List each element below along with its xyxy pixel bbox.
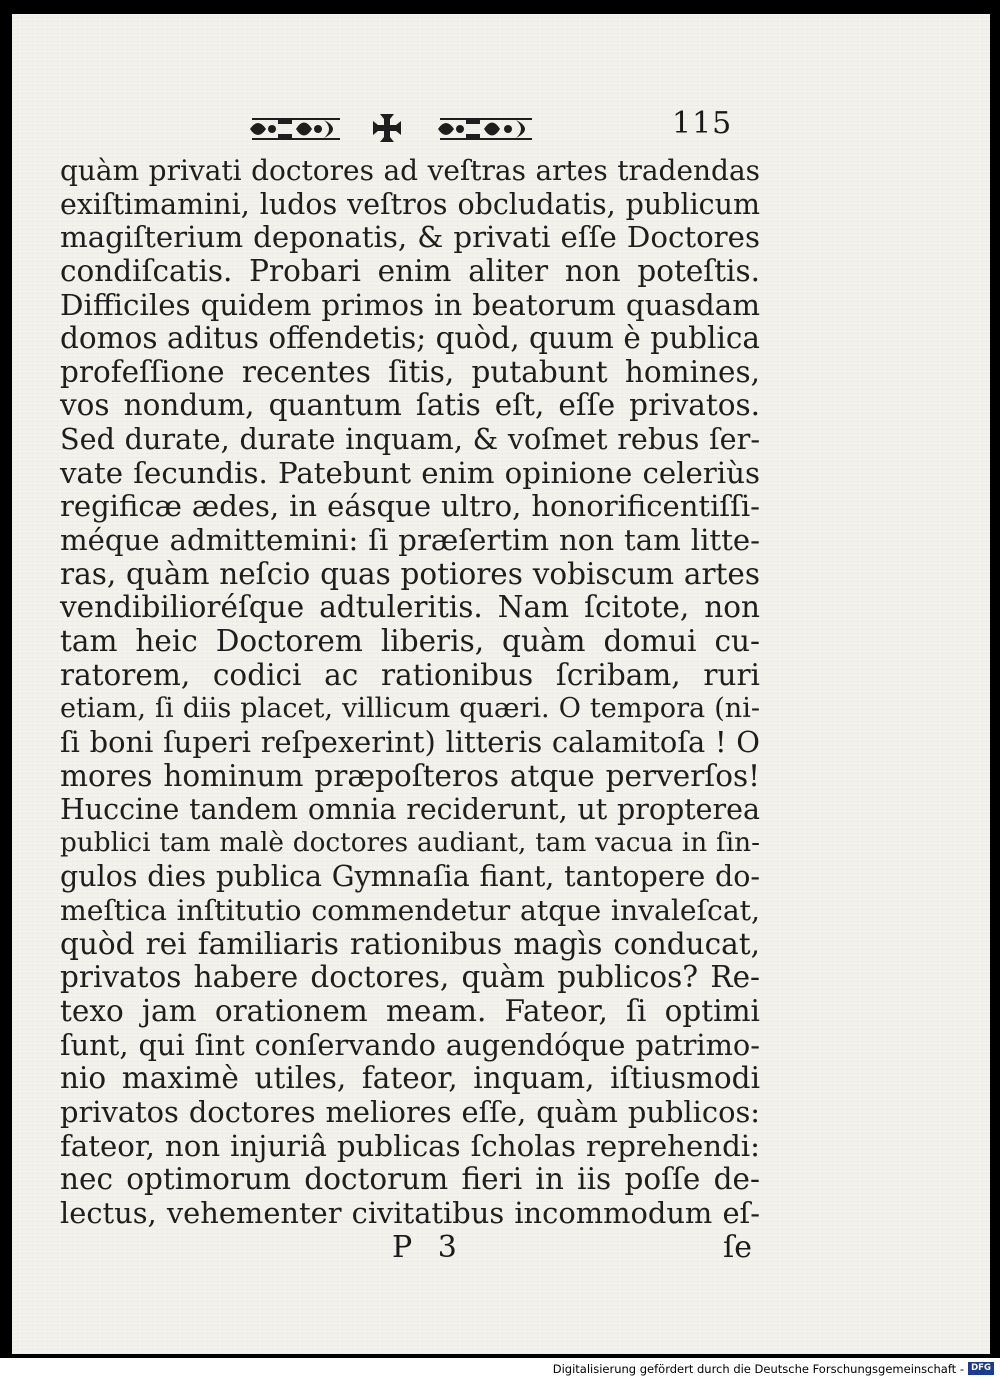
text-line: vendibilioréſque adtuleritis. Nam ſcitote, non bbox=[60, 590, 760, 625]
page-number: 115 bbox=[672, 106, 733, 141]
text-line: profeſſione recentes ſitis, putabunt homines, bbox=[60, 354, 760, 389]
text-line: vate ſecundis. Patebunt enim opinione celeriùs bbox=[60, 455, 760, 490]
book-page bbox=[12, 14, 990, 1354]
text-line: magiſterium deponatis, & privati eſſe Doctores bbox=[60, 220, 760, 255]
text-line: publici tam malè doctores audiant, tam vacua in ſin- bbox=[60, 827, 760, 858]
fleuron-ornament-icon bbox=[436, 112, 536, 146]
text-line: vos nondum, quantum ſatis eſt, eſſe privatos. bbox=[60, 388, 760, 423]
catchword: ſe bbox=[723, 1230, 752, 1265]
funding-credit: Digitalisierung gefördert durch die Deutsche Forschungsgemeinschaft - bbox=[552, 1362, 964, 1376]
text-line: tam heic Doctorem liberis, quàm domui cu- bbox=[60, 623, 760, 658]
text-line: texo jam orationem meam. Fateor, ſi optimi bbox=[60, 994, 760, 1029]
text-line: Difficiles quidem primos in beatorum quasdam bbox=[60, 287, 760, 322]
text-line: quàm privati doctores ad veſtras artes tradendas bbox=[60, 154, 760, 187]
text-line: etiam, ſi diis placet, villicum quæri. O tempora (ni- bbox=[60, 693, 760, 725]
text-line: mores hominum præpoſteros atque perverſos! bbox=[60, 758, 760, 793]
signature-mark: P 3 bbox=[392, 1230, 465, 1265]
page-footer bbox=[60, 1230, 760, 1270]
text-line: exiſtimamini, ludos veſtros obcludatis, publicum bbox=[60, 187, 760, 221]
text-line: privatos doctores meliores eſſe, quàm publicos: bbox=[60, 1094, 760, 1129]
text-line: ſunt, qui ſint conſervando augendóque patrimo- bbox=[60, 1027, 760, 1062]
text-line: ras, quàm neſcio quas potiores vobiscum artes bbox=[60, 556, 760, 591]
text-line: gulos dies publica Gymnaſia fiant, tantopere do- bbox=[60, 860, 760, 894]
text-line: lectus, vehementer civitatibus incommodum eſ- bbox=[60, 1195, 760, 1230]
text-line: nec optimorum doctorum fieri in iis poſſe de- bbox=[60, 1162, 760, 1197]
dfg-logo: DFG bbox=[968, 1362, 994, 1375]
text-line: ſi boni ſuperi reſpexerint) litteris calamitoſa ! O bbox=[60, 724, 760, 759]
text-line: privatos habere doctores, quàm publicos? Re- bbox=[60, 960, 760, 995]
text-line: Huccine tandem omnia reciderunt, ut propterea bbox=[60, 793, 760, 827]
maltese-cross-icon bbox=[370, 112, 404, 148]
text-line: ratorem, codici ac rationibus ſcribam, ruri bbox=[60, 657, 760, 692]
fleuron-ornament-icon bbox=[248, 112, 344, 146]
text-line: domos aditus offendetis; quòd, quum è publica bbox=[60, 321, 760, 356]
text-line: meſtica inſtitutio commendetur atque invaleſcat, bbox=[60, 894, 760, 928]
text-line: fateor, non injuriâ publicas ſcholas reprehendi: bbox=[60, 1128, 760, 1163]
body-text bbox=[60, 154, 760, 1231]
text-line: quòd rei familiaris rationibus magìs conducat, bbox=[60, 926, 760, 961]
text-line: Sed durate, durate inquam, & voſmet rebus ſer- bbox=[60, 422, 760, 457]
text-line: nio maximè utiles, fateor, inquam, iſtiusmodi bbox=[60, 1061, 760, 1096]
text-line: condiſcatis. Probari enim aliter non poteſtis. bbox=[60, 253, 760, 288]
digitization-credit-bar bbox=[0, 1358, 1000, 1380]
text-line: méque admittemini: ſi præſertim non tam litte- bbox=[60, 523, 760, 558]
page-header bbox=[60, 106, 742, 154]
text-line: regificæ ædes, in eásque ultro, honorificentiſſi- bbox=[60, 489, 760, 524]
